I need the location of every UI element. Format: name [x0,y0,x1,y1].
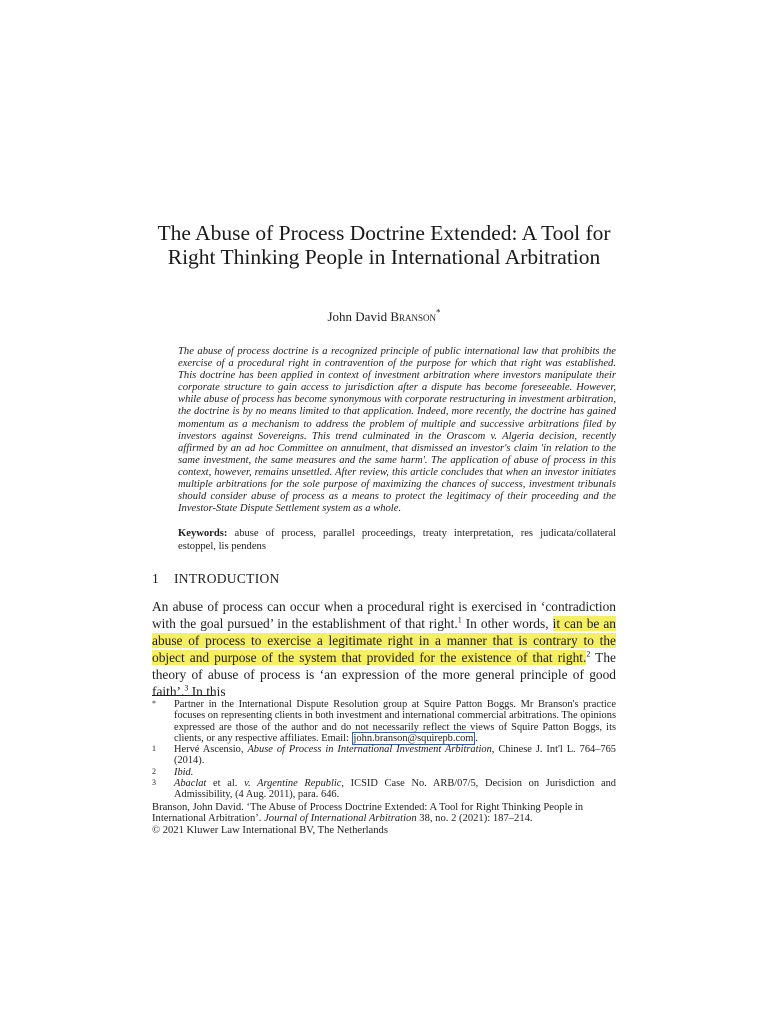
keywords-text: abuse of process, parallel proceedings, treaty interpretation, res judicata/collateral estoppel, lis pendens [178,528,616,552]
footnote-mark: 2 [152,766,156,776]
footnote-italic: v. Argentine Republic, [244,778,344,790]
author-surname: Branson [390,309,437,324]
footnote-2 [152,767,616,778]
email-link[interactable]: john.branson@squirepb.com [353,732,474,744]
footnote-ref-1[interactable]: 1 [457,615,462,625]
footnote-text: , Chinese J. Int'l L. 764–765 (2014). [174,744,616,767]
section-heading [152,571,280,587]
footnotes [152,699,616,801]
footnote-text: et al. [206,778,245,790]
footnote-italic: Abuse of Process in International Investment Arbitration [247,744,492,756]
footnote-ref-2[interactable]: 2 [586,649,591,659]
footnote-italic: Abaclat [174,778,207,790]
author-given-name: John David [327,309,388,324]
citation-text: Branson, John David. ‘The Abuse of Process Doctrine Extended: A Tool for Right Thinking People in International Arbitration’. [152,802,584,825]
copyright-text: © 2021 Kluwer Law International BV, The Netherlands [152,824,388,836]
footnote-3 [152,778,616,801]
citation-block [152,802,616,836]
body-text-part: In other words, [461,616,553,631]
footnote-author [152,699,616,744]
footnote-text: ICSID Case No. ARB/07/5, Decision on Jurisdiction and Admissibility, (4 Aug. 2011), para. 646. [174,778,616,801]
footnote-mark: * [152,699,156,708]
section-number: 1 [152,571,160,586]
body-text-part: In this [188,684,226,699]
footnote-end: . [475,732,478,744]
body-text-part: The theory of abuse of process is ‘an expression of the more general principle of good faith’. [152,650,616,699]
citation-text: 38, no. 2 (2021): 187–214. [416,813,533,825]
footnote-mark: 3 [152,778,156,788]
footnote-text: Partner in the International Dispute Resolution group at Squire Patton Boggs. Mr Branson's practice focuses on representing clients in both investment and international commercial arbitrations. The opinions expressed are those of the author and do not necessarily reflect the views of Squire Patton Boggs, its clients, or any respective affiliates. Email: [174,699,616,744]
citation-journal: Journal of International Arbitration [264,813,417,825]
intro-paragraph [152,598,616,700]
footnote-divider [152,695,214,696]
footnote-1 [152,744,616,767]
abstract: The abuse of process doctrine is a recognized principle of public international law that prohibits the exercise of a procedural right in contravention of the purpose for which that right was established. This doctrine has been applied in context of investment arbitration where investors manipulate their corporate structure to gain access to jurisdiction after a dispute has become foreseeable. However, while abuse of process has become synonymous with corporate restructuring in investment arbitration, the doctrine is by no means limited to that application. Indeed, more recently, the doctrine has gained momentum as a mechanism to address the problem of multiple and successive arbitrations filed by investors against Sovereigns. This trend culminated in the Orascom v. Algeria decision, recently affirmed by an ad hoc Committee on annulment, that dismissed an investor's claim 'in relation to the same investment, the same measures and the same harm'. The application of abuse of process in this context, however, remains unsettled. After review, this article concludes that when an investor initiates multiple arbitrations for the sole purpose of maximizing the chances of success, investment tribunals should consider abuse of process as a means to protect the legitimacy of their proceeding and the Investor-State Dispute Settlement system as a whole. [178,346,616,515]
highlighted-text[interactable]: it can be an abuse of process to exercise a legitimate right in a manner that is contrary to the object and purpose of the system that provided for the existence of that right. [152,616,617,665]
section-title: INTRODUCTION [174,571,280,586]
keywords-label: Keywords: [178,528,228,539]
footnote-mark: 1 [152,744,156,754]
body-text-part: An abuse of process can occur when a procedural right is exercised in ‘contradiction with the goal pursued’ in the establishment of that right. [152,599,616,631]
author-footnote-marker[interactable]: * [436,307,441,318]
keywords [178,528,616,553]
article-title: The Abuse of Process Doctrine Extended: A Tool for Right Thinking People in International Arbitration [157,221,611,270]
footnote-ref-3[interactable]: 3 [184,683,189,693]
footnote-italic: Ibid. [174,766,194,778]
footnote-text: Hervé Ascensio, [174,744,248,756]
author-line [152,309,616,325]
